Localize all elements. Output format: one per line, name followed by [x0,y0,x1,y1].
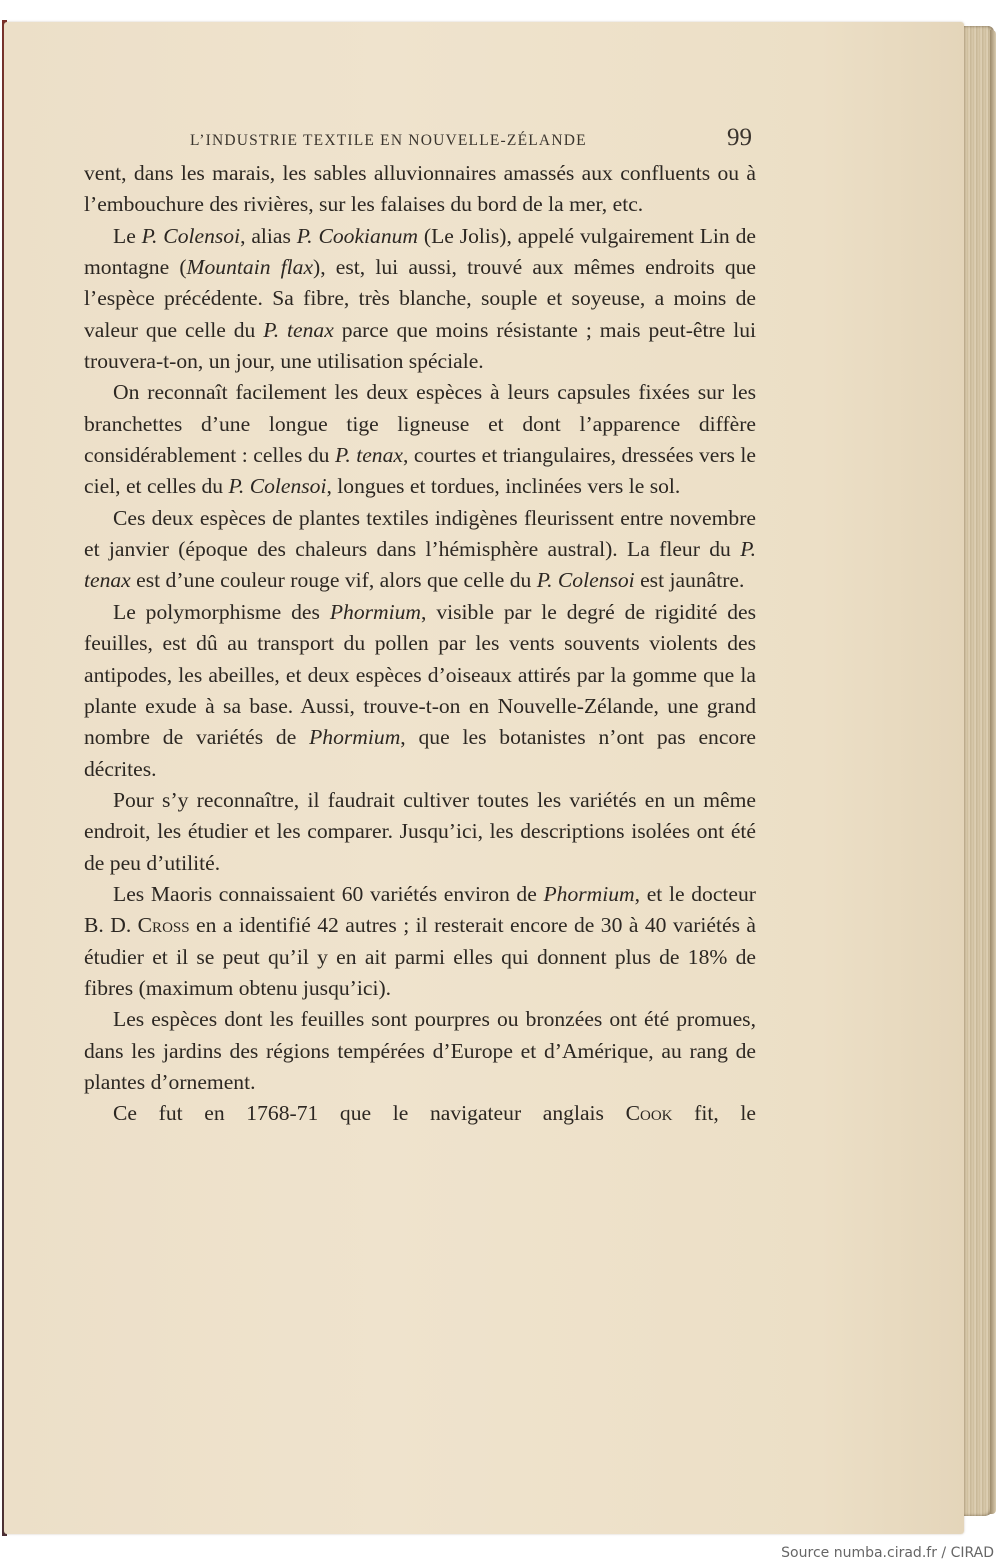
text-run: Ce fut en 1768-71 que le navigateur anglais [113,1101,626,1126]
italic-text: P. Colensoi [536,568,635,593]
paragraph-9 [84,1098,756,1129]
italic-text: P. Colensoi [141,223,241,248]
running-title: L’INDUSTRIE TEXTILE EN NOUVELLE-ZÉLANDE [190,132,587,149]
text-run: , courtes et triangulaires, dressées vers le ciel, et celles du [84,443,756,499]
italic-text: Phormium [309,725,401,750]
italic-text: P. tenax [84,537,756,593]
text-run: On reconnaît facilement les deux espèces à leurs capsules fixées sur les branchettes d’une longue tige ligneuse et dont l’apparence diffère considérablement : celles du [84,380,756,468]
paragraph-4 [84,503,756,597]
page-content [84,122,756,1130]
text-run: Le [113,223,142,248]
paragraph-6 [84,785,756,879]
text-run: Le polymorphisme des [113,599,330,624]
italic-text: Phormium [329,599,422,624]
italic-text: P. tenax [334,443,403,468]
italic-text: P. tenax [263,317,334,342]
text-run: Pour s’y reconnaître, il faudrait cultiver toutes les variétés en un même endroit, les étudier et les comparer. Jusqu’ici, les descriptions isolées ont été de peu d’utilité. [84,787,756,875]
text-run: , alias [240,223,297,248]
text-run: vent, dans les marais, les sables alluvionnaires amassés aux confluents ou à l’embouchure des rivières, sur les falaises du bord de la mer, etc. [84,161,756,217]
italic-text: P. Colensoi [228,474,327,499]
small-caps-text: Cook [625,1101,673,1126]
text-run: est jaunâtre. [634,568,745,593]
text-run: , longues et tordues, inclinées vers le sol. [326,474,681,499]
body-text [84,158,756,1130]
paragraph-5 [84,597,756,785]
text-run: en a identifié 42 autres ; il resterait encore de 30 à 40 variétés à étudier et il se peut qu’il y en ait parmi elles qui donnent plus de 18% de fibres (maximum obtenu jusqu’ici). [84,913,757,1000]
paragraph-8 [84,1004,756,1098]
small-caps-text: Cross [137,913,190,938]
text-run: , et le docteur B. D. [84,881,756,938]
text-run: est d’une couleur rouge vif, alors que celle du [130,568,537,593]
text-run: , que les botanistes n’ont pas encore décrites. [84,725,756,781]
text-run: , visible par le degré de rigidité des feuilles, est dû au transport du pollen par les vents souvents violents des antipodes, les abeilles, et deux espèces d’oiseaux attirés par la gomme que la plante exude à sa base. Aussi, trouve-t-on en Nouvelle-Zélande, une grand nombre de variétés de [84,599,756,750]
page-number: 99 [727,124,752,151]
paragraph-3 [84,377,756,502]
italic-text: P. Cookianum [296,223,419,248]
text-run: fit, le [672,1101,756,1126]
running-head [84,122,756,158]
text-run: Les espèces dont les feuilles sont pourpres ou bronzées ont été promues, dans les jardins des régions tempérées d’Europe et d’Amérique, au rang de plantes d’ornement. [84,1007,756,1094]
italic-text: Mountain flax [186,255,314,280]
text-run: Les Maoris connaissaient 60 variétés environ de [113,881,544,906]
text-run: ), est, lui aussi, trouvé aux mêmes endroits que l’espèce précédente. Sa fibre, très blanche, souple et soyeuse, a moins de valeur que celle du [84,255,756,342]
text-run: Ces deux espèces de plantes textiles indigènes fleurissent entre novembre et janvier (époque des chaleurs dans l’hémisphère austral). La fleur du [84,505,756,562]
text-run: (Le Jolis), appelé vulgairement Lin de montagne ( [84,223,756,280]
source-credit: Source numba.cirad.fr / CIRAD [781,1545,994,1561]
italic-text: Phormium [543,881,635,906]
paragraph-2 [84,221,756,378]
page-stack-shadow [990,30,996,1514]
text-run: parce que moins résistante ; mais peut-être lui trouvera-t-on, un jour, une utilisation spéciale. [84,317,757,374]
paragraph-1 [84,158,756,221]
paragraph-7 [84,879,756,1004]
page-stack-edges [960,26,994,1516]
